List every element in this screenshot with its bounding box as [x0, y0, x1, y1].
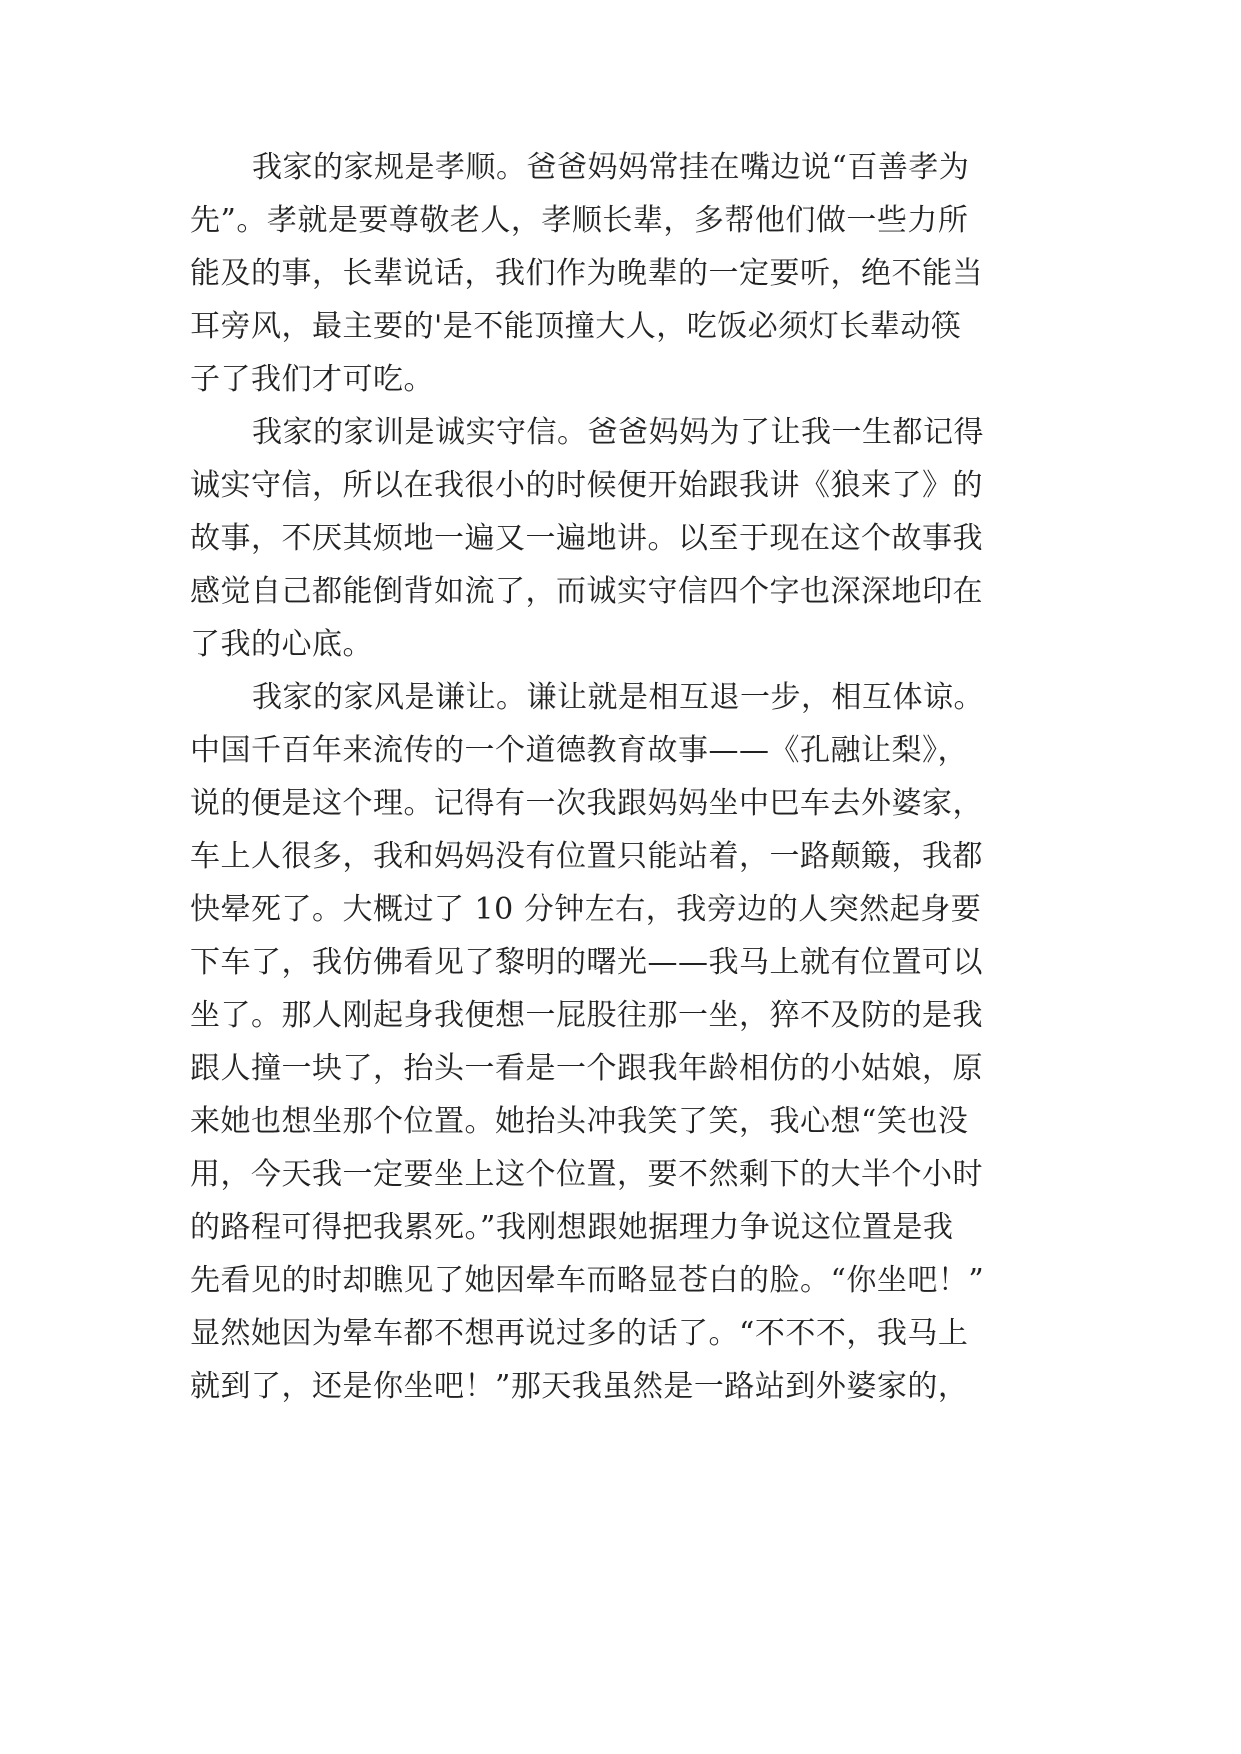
- paragraph-1-line-2: 先”。孝就是要尊敬老人，孝顺长辈，多帮他们做一些力所: [190, 203, 969, 238]
- paragraph-3-line-9: 来她也想坐那个位置。她抬头冲我笑了笑，我心想“笑也没: [190, 1104, 969, 1139]
- paragraph-2-line-1: 我家的家训是诚实守信。爸爸妈妈为了让我一生都记得: [252, 415, 984, 450]
- paragraph-2-line-3: 故事，不厌其烦地一遍又一遍地讲。以至于现在这个故事我: [190, 521, 983, 556]
- paragraph-2-line-4: 感觉自己都能倒背如流了，而诚实守信四个字也深深地印在: [190, 574, 983, 609]
- paragraph-3-line-3: 说的便是这个理。记得有一次我跟妈妈坐中巴车去外婆家，: [190, 786, 983, 821]
- paragraph-3-line-8: 跟人撞一块了，抬头一看是一个跟我年龄相仿的小姑娘，原: [190, 1051, 983, 1086]
- paragraph-1-line-4: 耳旁风，最主要的'是不能顶撞大人，吃饭必须灯长辈动筷: [190, 309, 962, 344]
- paragraph-3-line-13: 显然她因为晕车都不想再说过多的话了。“不不不，我马上: [190, 1316, 969, 1351]
- paragraph-1-line-3: 能及的事，长辈说话，我们作为晚辈的一定要听，绝不能当: [190, 256, 983, 291]
- paragraph-3-line-11: 的路程可得把我累死。”我刚想跟她据理力争说这位置是我: [190, 1210, 954, 1245]
- paragraph-3-line-6: 下车了，我仿佛看见了黎明的曙光——我马上就有位置可以: [190, 945, 983, 980]
- paragraph-3-line-14: 就到了，还是你坐吧！”那天我虽然是一路站到外婆家的，: [190, 1369, 969, 1404]
- paragraph-3-line-12: 先看见的时却瞧见了她因晕车而略显苍白的脸。“你坐吧！”: [190, 1263, 985, 1298]
- paragraph-2-line-2: 诚实守信，所以在我很小的时候便开始跟我讲《狼来了》的: [190, 468, 983, 503]
- paragraph-2-line-5: 了我的心底。: [190, 627, 373, 662]
- paragraph-3-line-7: 坐了。那人刚起身我便想一屁股往那一坐，猝不及防的是我: [190, 998, 983, 1033]
- paragraph-3-line-1: 我家的家风是谦让。谦让就是相互退一步，相互体谅。: [252, 680, 984, 715]
- paragraph-3-line-10: 用，今天我一定要坐上这个位置，要不然剩下的大半个小时: [190, 1157, 983, 1192]
- paragraph-1-line-1: 我家的家规是孝顺。爸爸妈妈常挂在嘴边说“百善孝为: [252, 150, 970, 185]
- paragraph-3-line-5: 快晕死了。大概过了 10 分钟左右，我旁边的人突然起身要: [190, 892, 982, 927]
- paragraph-3-line-4: 车上人很多，我和妈妈没有位置只能站着，一路颠簸，我都: [190, 839, 983, 874]
- paragraph-3-line-2: 中国千百年来流传的一个道德教育故事——《孔融让梨》，: [190, 733, 968, 768]
- paragraph-1-line-5: 子了我们才可吃。: [190, 362, 434, 397]
